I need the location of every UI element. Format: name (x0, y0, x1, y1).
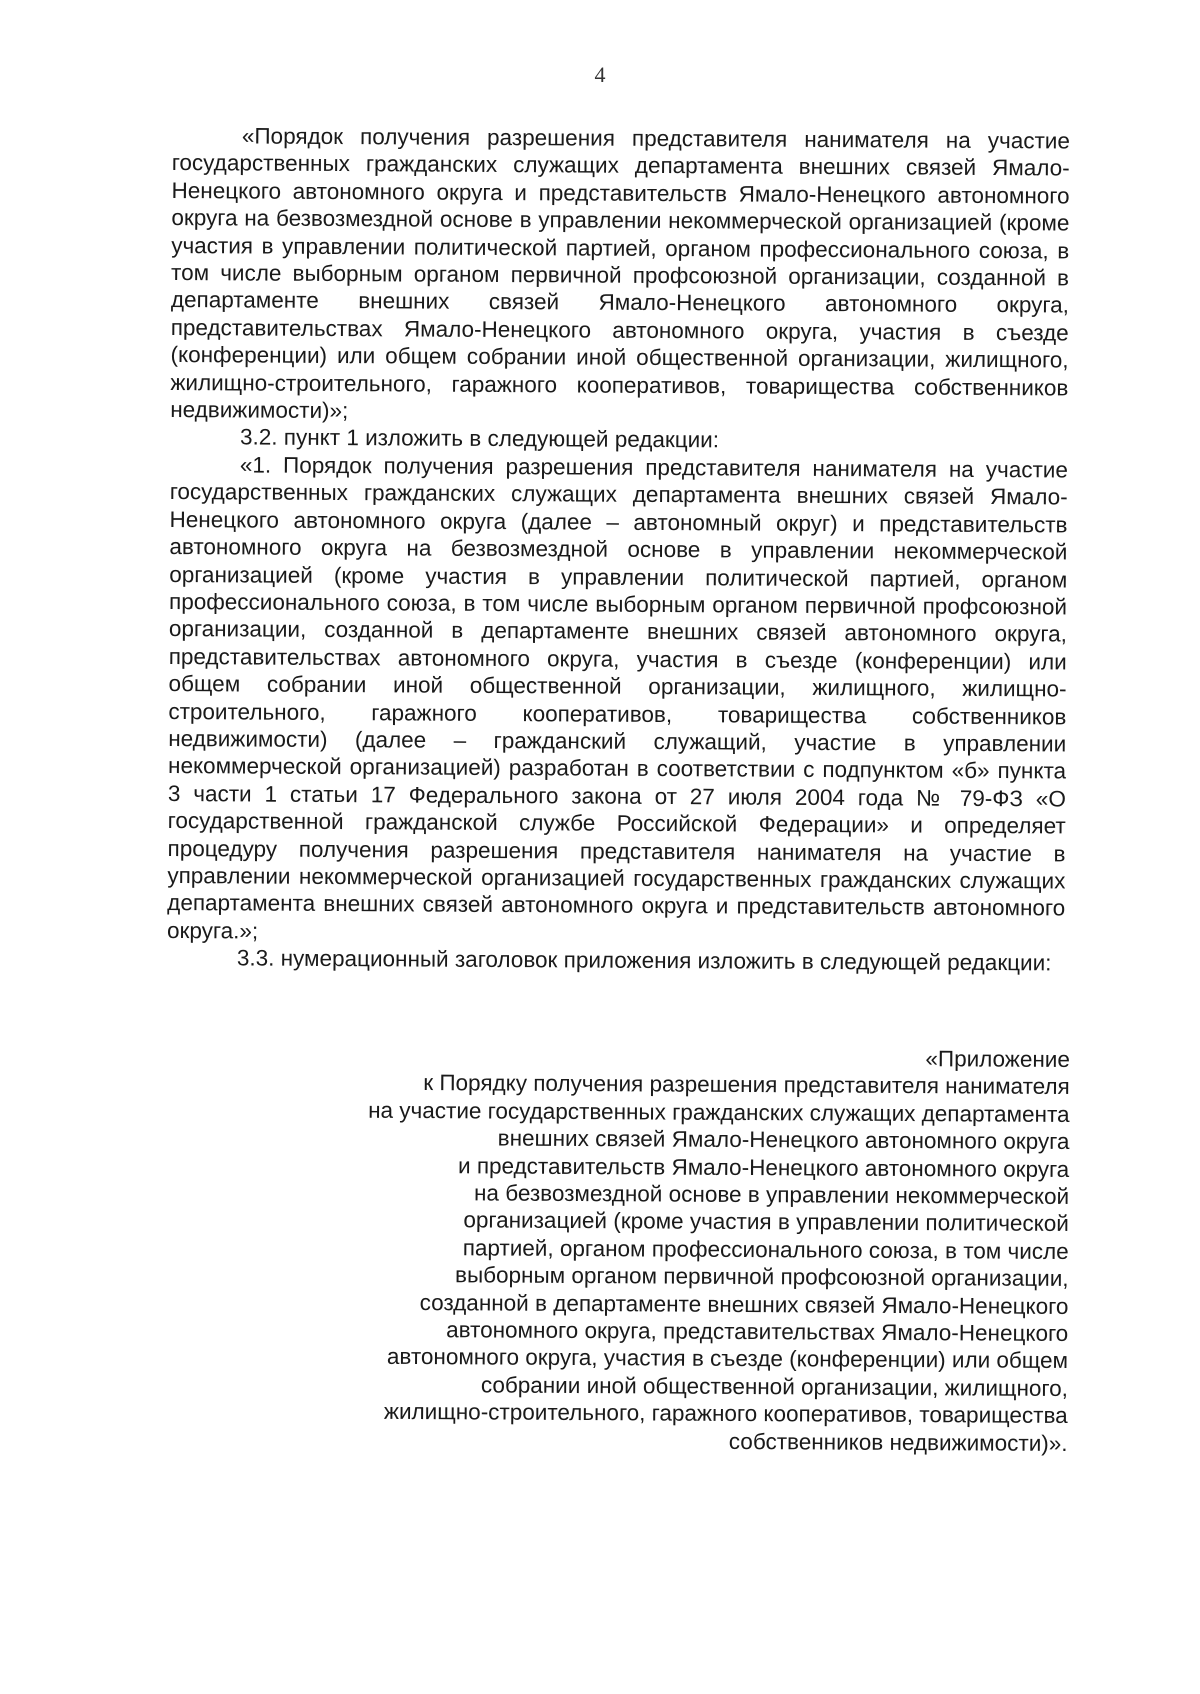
appendix-line: к Порядку получения разрешения представителя нанимателя (423, 1070, 1070, 1100)
paragraph-point-1: «1. Порядок получения разрешения представителя нанимателя на участие государственных гражданских служащих департамента внешних связей Ямало-Ненецкого автономного округа (далее – автономный округ) и представительств автономного округа на безвозмездной основе в управлении некоммерческой организацией (кроме участия в управлении политической партией, органом профессионального союза, в том числе выборным органом первичной профсоюзной организации, созданной в департаменте внешних связей автономного округа, представительствах автономного округа, участия в съезде (конференции) или общем собрании иной общественной организации, жилищного, жилищно-строительного, гаражного кооперативов, товарищества собственников недвижимости) (далее – гражданский служащий, участие в управлении некоммерческой организацией) разработан в соответствии с подпунктом «б» пункта 3 части 1 статьи 17 Федерального закона от 27 июля 2004 года № 79-ФЗ «О государственной гражданской службе Российской Федерации» и определяет процедуру получения разрешения представителя нанимателя на участие в управлении некоммерческой организацией государственных гражданских служащих департамента внешних связей автономного округа и представительств автономного округа.»; (166, 452, 1068, 944)
appendix-line: «Приложение (925, 1046, 1070, 1072)
appendix-line: собрании иной общественной организации, жилищного, (480, 1372, 1068, 1401)
document-body (167, 122, 1070, 977)
appendix-line: жилищно-строительного, гаражного кооперативов, товарищества (383, 1399, 1068, 1429)
appendix-line: автономного округа, представительствах Ямало-Ненецкого (446, 1317, 1069, 1347)
paragraph-order-title: «Порядок получения разрешения представителя нанимателя на участие государственных гражданских служащих департамента внешних связей Ямало-Ненецкого автономного округа и представительств Ямало-Ненецкого автономного округа на безвозмездной основе в управлении некоммерческой организацией (кроме участия в управлении политической партией, органом профессионального союза, в том числе выборным органом первичной профсоюзной организации, созданной в департаменте внешних связей Ямало-Ненецкого автономного округа, представительствах Ямало-Ненецкого автономного округа, участия в съезде (конференции) или общем собрании иной общественной организации, жилищного, жилищно-строительного, гаражного кооперативов, товарищества собственников недвижимости)»; (170, 123, 1070, 424)
appendix-line: выборным органом первичной профсоюзной организации, (454, 1262, 1069, 1292)
appendix-line: собственников недвижимости)». (728, 1428, 1068, 1456)
appendix-line: организацией (кроме участия в управлении политической (463, 1207, 1069, 1237)
appendix-line: партией, органом профессионального союза, в том числе (462, 1235, 1069, 1264)
appendix-line: внешних связей Ямало-Ненецкого автономного округа (497, 1125, 1070, 1155)
appendix-heading (268, 1041, 1070, 1457)
appendix-line: на участие государственных гражданских служащих департамента (368, 1097, 1070, 1127)
page-number: 4 (594, 62, 606, 87)
appendix-line: на безвозмездной основе в управлении некоммерческой (473, 1180, 1070, 1210)
paragraph-item-3-3: 3.3. нумерационный заголовок приложения изложить в следующей редакции: (236, 945, 1052, 976)
appendix-line: созданной в департаменте внешних связей Ямало-Ненецкого (419, 1289, 1069, 1319)
appendix-line: автономного округа, участия в съезде (конференции) или общем (386, 1344, 1069, 1374)
paragraph-item-3-2: 3.2. пункт 1 изложить в следующей редакции: (239, 424, 720, 453)
appendix-line: и представительств Ямало-Ненецкого автономного округа (457, 1152, 1070, 1182)
